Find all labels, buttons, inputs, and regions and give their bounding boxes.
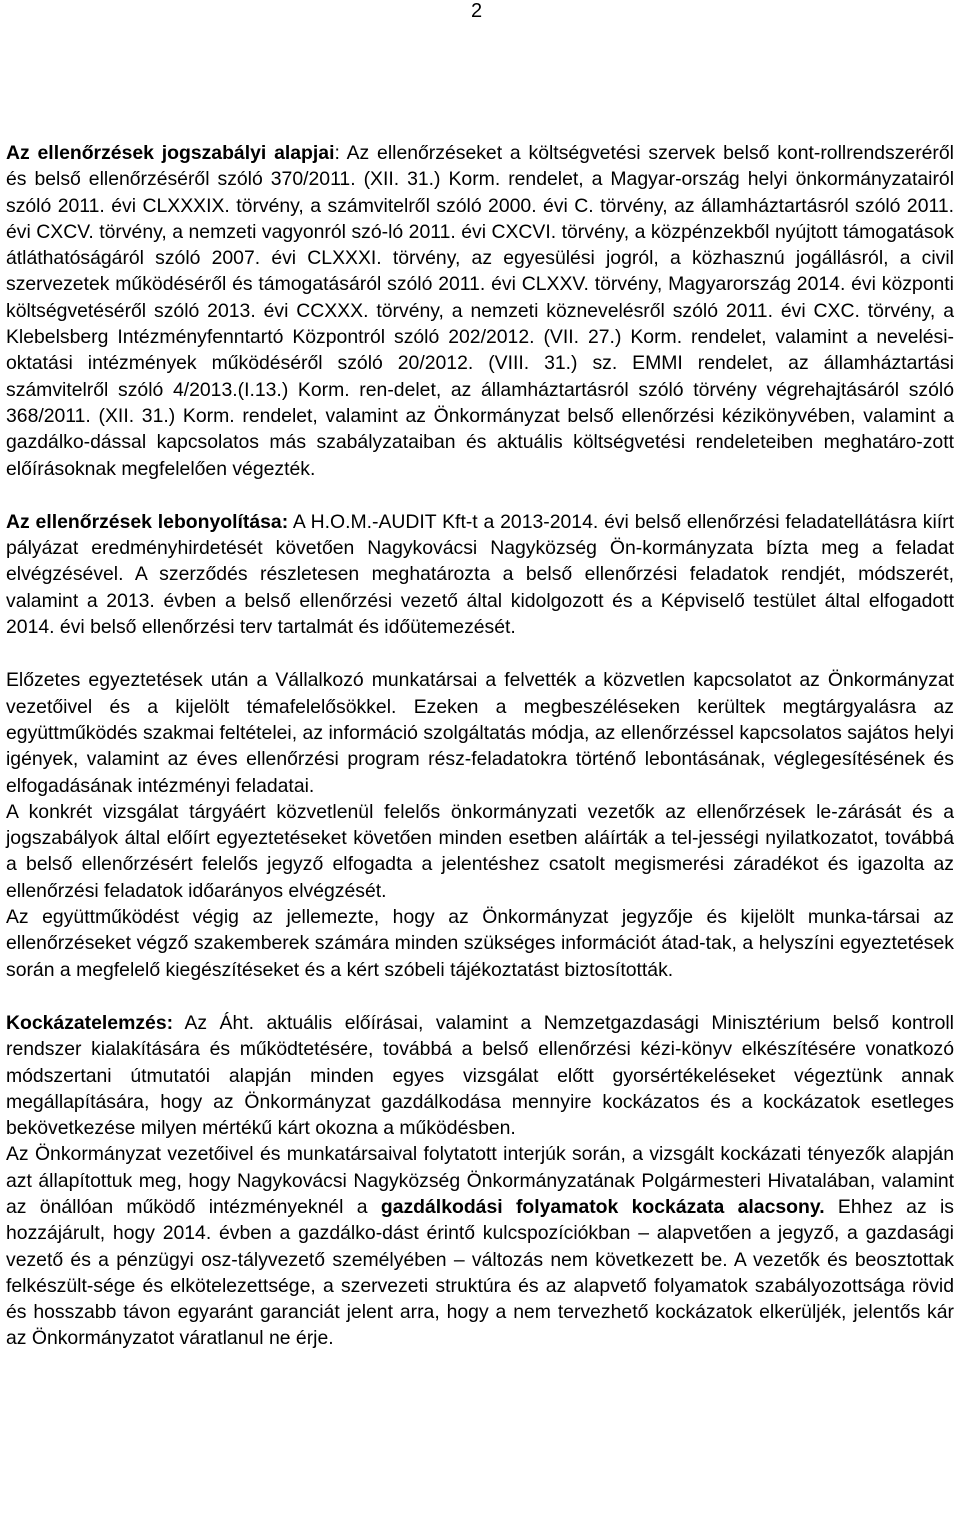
preliminary-paragraph-1: Előzetes egyeztetések után a Vállalkozó munkatársai a felvették a közvetlen kapcsolatot az Önkormányzat vezetőivel és a kijelölt témafelelősökkel. Ezeken a megbeszéléseken kerültek megtárgyalásra az együttműködés szakmai feltételei, az információ szolgáltatás módja, az ellenőrzéssel kapcsolatos sajátos helyi igények, valamint az éves ellenőrzési program rész-feladatokra történő lebontásának, véglegesítésének és elfogadásának intézményi feladatai. xyxy=(6,669,954,797)
risk-text-before: Az Önkormányzat vezetőivel és munkatársaival folytatott interjúk során, a vizsgált kockázati tényezők alapján azt állapítottuk meg, hogy Nagykovácsi Nagyközség Önkormányzatának Polgármesteri Hivatalában, valamint az önállóan működő intézményeknél a xyxy=(6,1143,954,1218)
risk-text-after: Ehhez az is hozzájárult, hogy 2014. évben a gazdálko-dást érintő kulcspozíciókban – alapvetően a jegyző, a gazdasági vezető és a pénzügyi osz-tályvezető személyében – változás nem következett be. A vezetők és beosztottak felkészült-sége és elkötelezettsége, a szervezeti struktúra és az alapvető folyamatok szabályozottsága rövid és hosszabb távon egyaránt garanciát jelent arra, hogy a nem tervezhető kockázatok elkerüljék, jelentős kár az Önkormányzatot váratlanul ne érje. xyxy=(6,1195,954,1350)
legal-basis-paragraph xyxy=(6,140,954,482)
execution-text: A H.O.M.-AUDIT Kft-t a 2013-2014. évi belső ellenőrzési feladatellátásra kiírt pályázat eredményhirdetését követően Nagykovácsi Nagyközség Ön-kormányzata bízta meg a feladat elvégzésével. A szerződés részletesen meghatározta a belső ellenőrzési feladatok rendjét, módszerét, valamint a 2013. évben a belső ellenőrzési vezető által kidolgozott és a Képviselő testület által elfogadott 2014. évi belső ellenőrzési terv tartalmát és időütemezését. xyxy=(6,510,954,639)
legal-basis-heading: Az ellenőrzések jogszabályi alapjai xyxy=(6,142,335,164)
execution-paragraph xyxy=(6,509,954,640)
risk-paragraph-1 xyxy=(6,1010,954,1141)
risk-conclusion: gazdálkodási folyamatok kockázata alacsony. xyxy=(380,1195,825,1218)
risk-text: Az Áht. aktuális előírásai, valamint a Nemzetgazdasági Minisztérium belső kontroll rendszer kialakítására és működtetésére, továbbá a belső ellenőrzési kézi-könyv elkészítésére vonatkozó módszertani útmutatói alapján minden egyes vizsgálat előtt gyorsértékeléseket végeztünk annak megállapítására, hogy az Önkormányzat gazdálkodása mennyire kockázatos és a kockázatok esetleges bekövetkezése milyen mértékű kárt okozna a működésben. xyxy=(6,1011,954,1140)
page-number: 2 xyxy=(471,0,483,22)
document-body xyxy=(6,140,954,1352)
preliminary-paragraph-2: A konkrét vizsgálat tárgyáért közvetlenül felelős önkormányzati vezetők az ellenőrzések le-zárását és a jogszabályok által előírt egyeztetéseket követően minden esetben aláírták a tel-jességi nyilatkozatot, továbbá a belső ellenőrzésért felelős jegyző elfogadta a jelentéshez csatolt megismerési záradékot és igazolta az ellenőrzési feladatok időarányos elvégzését. xyxy=(6,800,954,902)
execution-heading: Az ellenőrzések lebonyolítása: xyxy=(6,510,289,533)
legal-basis-text: : Az ellenőrzéseket a költségvetési szervek belső kont-rollrendszeréről és belső ellenőrzéséről szóló 370/2011. (XII. 31.) Korm. rendelet, a Magyar-ország helyi önkormányzatairól szóló 2011. évi CLXXXIX. törvény, a számvitelről szóló 2000. évi C. törvény, az államháztartásról szóló 2011. évi CXCV. törvény, a nemzeti vagyonról szó-ló 2011. évi CXCVI. törvény, a közpénzekből nyújtott támogatások átláthatóságáról szóló 2007. évi CLXXXI. törvény, az egyesülési jogról, a közhasznú jogállásról, a civil szervezetek működéséről és támogatásáról szóló 2011. évi CLXXV. törvény, Magyarország 2014. évi központi költségvetéséről szóló 2013. évi CCXXX. törvény, a nemzeti köznevelésről szóló 2011. évi CXC. törvény, a Klebelsberg Intézményfenntartó Központról szóló 202/2012. (VII. 27.) Korm. rendelet, valamint a nevelési-oktatási intézmények működéséről szóló 20/2012. (VIII. 31.) sz. EMMI rendelet, az államháztartási számvitelről szóló 4/2013.(I.13.) Korm. ren-delet, az államháztartásról szóló törvény végrehajtásáról szóló 368/2011. (XII. 31.) Korm. rendelet, valamint az Önkormányzat belső ellenőrzési kézikönyvében, valamint a gazdálko-dással kapcsolatos más szabályzataiban és aktuális költségvetési rendeleteiben meghatáro-zott előírásoknak megfelelően végezték. xyxy=(6,142,954,480)
risk-heading: Kockázatelemzés: xyxy=(6,1011,174,1034)
risk-paragraph-2 xyxy=(6,1141,954,1351)
preliminary-paragraph-3: Az együttműködést végig az jellemezte, hogy az Önkormányzat jegyzője és kijelölt munka-társai az ellenőrzéseket végző szakemberek számára minden szükséges információt átad-tak, a helyszíni egyeztetések során a megfelelő kiegészítéseket és a kért szóbeli tájékoztatást biztosították. xyxy=(6,906,954,981)
